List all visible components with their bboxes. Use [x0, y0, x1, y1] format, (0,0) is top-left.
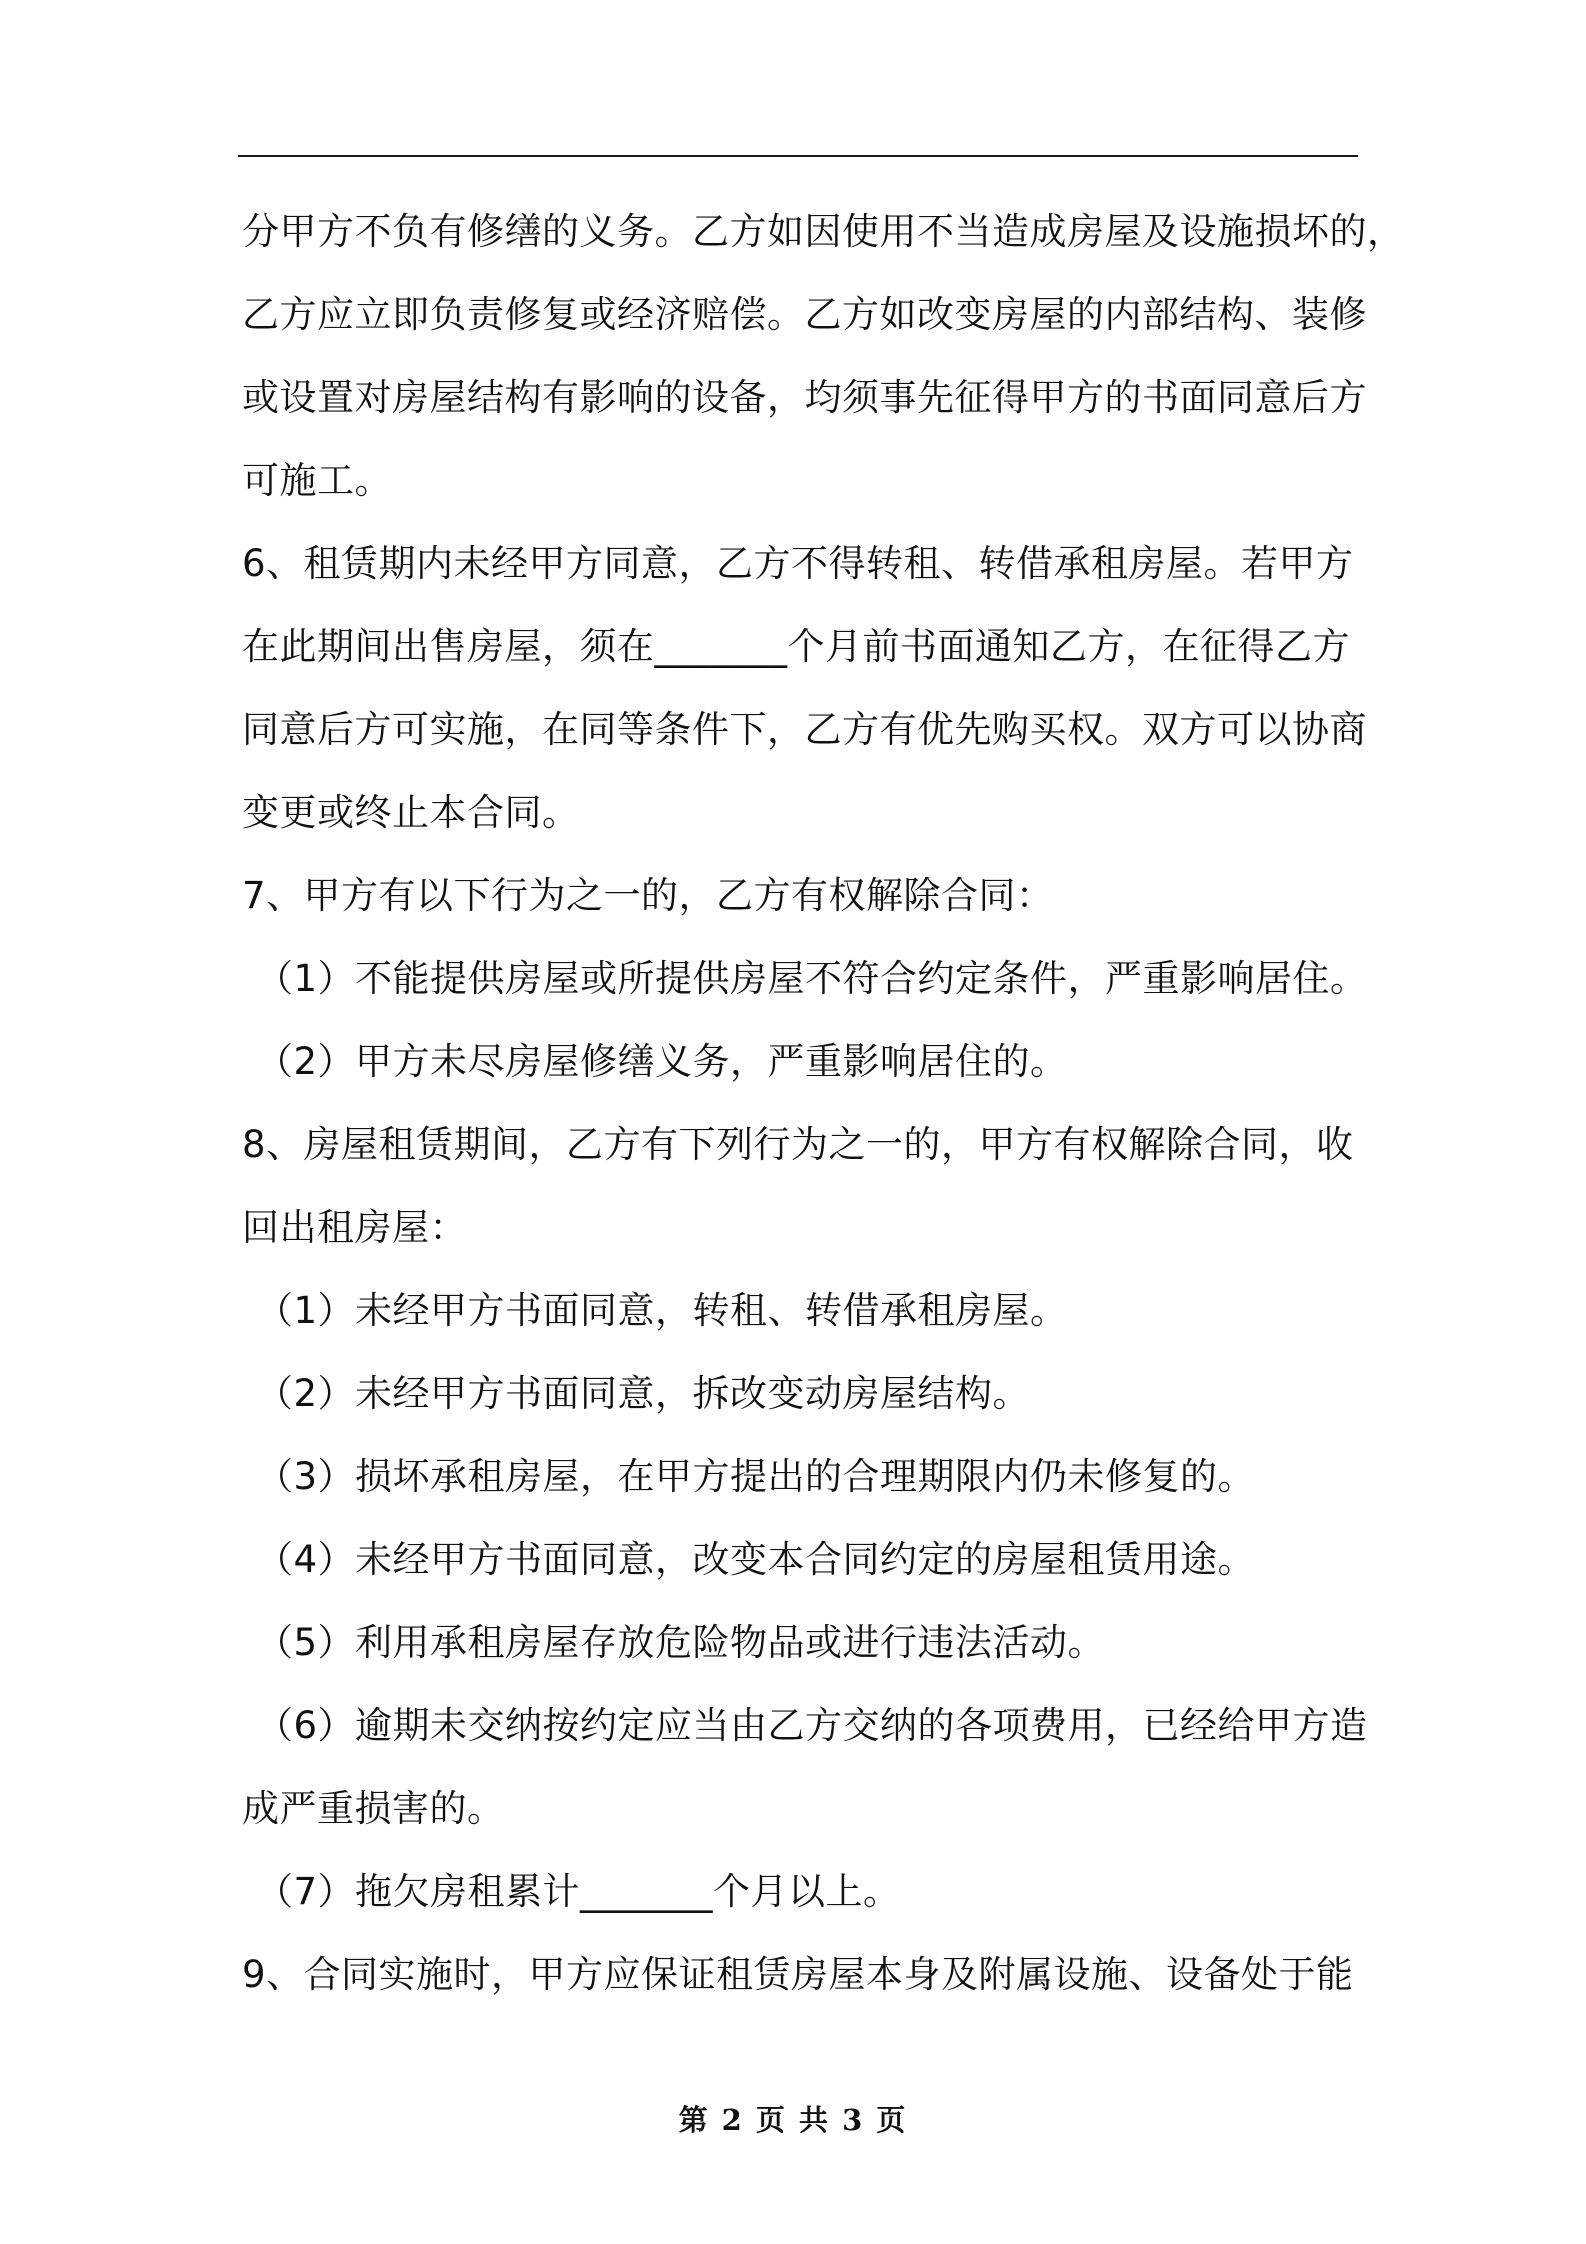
- clause-8-item-6: （6）逾期未交纳按约定应当由乙方交纳的各项费用，已经给甲方造: [256, 1704, 1368, 1747]
- clause-8: 8、房屋租赁期间，乙方有下列行为之一的，甲方有权解除合同，收: [242, 1123, 1354, 1166]
- text-line: 或设置对房屋结构有影响的设备，均须事先征得甲方的书面同意后方: [242, 376, 1367, 419]
- header-rule: [238, 155, 1358, 157]
- clause-8-item-3: （3）损坏承租房屋，在甲方提出的合理期限内仍未修复的。: [256, 1455, 1256, 1498]
- text-line: 可施工。: [242, 459, 392, 502]
- clause-8-item-7: （7）拖欠房租累计_______个月以上。: [256, 1870, 901, 1913]
- clause-8-item-2: （2）未经甲方书面同意，拆改变动房屋结构。: [256, 1372, 1031, 1415]
- text-line: 在此期间出售房屋，须在_______个月前书面通知乙方，在征得乙方: [242, 625, 1350, 668]
- text-line: 回出租房屋：: [242, 1206, 467, 1249]
- clause-6: 6、租赁期内未经甲方同意，乙方不得转租、转借承租房屋。若甲方: [242, 542, 1354, 585]
- text-line: 变更或终止本合同。: [242, 791, 580, 834]
- clause-9: 9、合同实施时，甲方应保证租赁房屋本身及附属设施、设备处于能: [242, 1953, 1354, 1996]
- text-line: 分甲方不负有修缮的义务。乙方如因使用不当造成房屋及设施损坏的，: [242, 210, 1405, 253]
- page-number: 第 2 页 共 3 页: [678, 2103, 908, 2137]
- clause-7: 7、甲方有以下行为之一的，乙方有权解除合同：: [242, 874, 1054, 917]
- text-line: 乙方应立即负责修复或经济赔偿。乙方如改变房屋的内部结构、装修: [242, 293, 1367, 336]
- text-line: 同意后方可实施，在同等条件下，乙方有优先购买权。双方可以协商: [242, 708, 1367, 751]
- clause-8-item-4: （4）未经甲方书面同意，改变本合同约定的房屋租赁用途。: [256, 1538, 1256, 1581]
- clause-8-item-5: （5）利用承租房屋存放危险物品或进行违法活动。: [256, 1621, 1106, 1664]
- text-line: 成严重损害的。: [242, 1787, 505, 1830]
- document-body: [242, 190, 1405, 2016]
- clause-7-item-1: （1）不能提供房屋或所提供房屋不符合约定条件，严重影响居住。: [256, 957, 1368, 1000]
- clause-8-item-1: （1）未经甲方书面同意，转租、转借承租房屋。: [256, 1289, 1068, 1332]
- clause-7-item-2: （2）甲方未尽房屋修缮义务，严重影响居住的。: [256, 1040, 1068, 1083]
